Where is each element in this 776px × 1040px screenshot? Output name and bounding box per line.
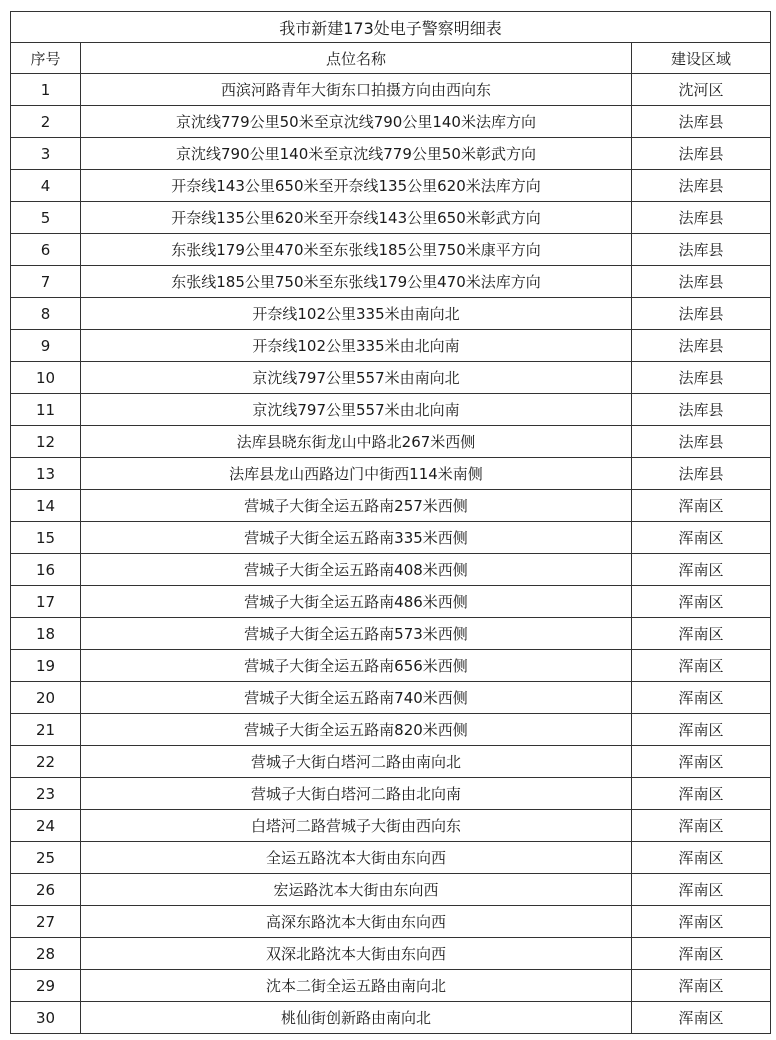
table-row — [11, 202, 771, 234]
row-district-cell: 浑南区 — [632, 714, 771, 746]
row-index-cell: 15 — [11, 522, 81, 554]
row-index-cell: 6 — [11, 234, 81, 266]
table-row — [11, 682, 771, 714]
row-location-cell: 营城子大街全运五路南408米西侧 — [81, 554, 632, 586]
row-index-cell: 17 — [11, 586, 81, 618]
row-index-cell: 11 — [11, 394, 81, 426]
row-district-cell: 沈河区 — [632, 74, 771, 106]
row-location-cell: 营城子大街全运五路南656米西侧 — [81, 650, 632, 682]
row-index-cell: 22 — [11, 746, 81, 778]
row-district-cell: 浑南区 — [632, 938, 771, 970]
table-row — [11, 362, 771, 394]
camera-table — [10, 11, 771, 1034]
row-location-cell: 桃仙街创新路由南向北 — [81, 1002, 632, 1034]
row-location-cell: 营城子大街全运五路南820米西侧 — [81, 714, 632, 746]
row-location-cell: 开奈线102公里335米由南向北 — [81, 298, 632, 330]
table-row — [11, 138, 771, 170]
table-row — [11, 586, 771, 618]
row-district-cell: 浑南区 — [632, 842, 771, 874]
table-row — [11, 298, 771, 330]
table-row — [11, 106, 771, 138]
row-location-cell: 营城子大街全运五路南740米西侧 — [81, 682, 632, 714]
row-district-cell: 法库县 — [632, 426, 771, 458]
table-row — [11, 714, 771, 746]
row-location-cell: 双深北路沈本大街由东向西 — [81, 938, 632, 970]
table-row — [11, 874, 771, 906]
row-district-cell: 法库县 — [632, 202, 771, 234]
row-index-cell: 9 — [11, 330, 81, 362]
row-district-cell: 浑南区 — [632, 522, 771, 554]
row-index-cell: 29 — [11, 970, 81, 1002]
row-index-cell: 16 — [11, 554, 81, 586]
row-index-cell: 19 — [11, 650, 81, 682]
row-district-cell: 浑南区 — [632, 490, 771, 522]
table-row — [11, 330, 771, 362]
row-index-cell: 20 — [11, 682, 81, 714]
row-location-cell: 营城子大街白塔河二路由南向北 — [81, 746, 632, 778]
row-index-cell: 21 — [11, 714, 81, 746]
row-location-cell: 营城子大街全运五路南257米西侧 — [81, 490, 632, 522]
table-row — [11, 394, 771, 426]
row-district-cell: 浑南区 — [632, 554, 771, 586]
table-row — [11, 938, 771, 970]
row-location-cell: 法库县晓东街龙山中路北267米西侧 — [81, 426, 632, 458]
table-row — [11, 490, 771, 522]
table-row — [11, 522, 771, 554]
row-location-cell: 开奈线143公里650米至开奈线135公里620米法库方向 — [81, 170, 632, 202]
row-district-cell: 法库县 — [632, 234, 771, 266]
row-index-cell: 10 — [11, 362, 81, 394]
row-district-cell: 法库县 — [632, 106, 771, 138]
row-district-cell: 法库县 — [632, 362, 771, 394]
table-row — [11, 618, 771, 650]
table-row — [11, 778, 771, 810]
table-row — [11, 426, 771, 458]
table-row — [11, 74, 771, 106]
row-index-cell: 7 — [11, 266, 81, 298]
table-row — [11, 650, 771, 682]
row-index-cell: 14 — [11, 490, 81, 522]
row-index-cell: 1 — [11, 74, 81, 106]
row-location-cell: 京沈线797公里557米由北向南 — [81, 394, 632, 426]
row-district-cell: 浑南区 — [632, 682, 771, 714]
row-location-cell: 高深东路沈本大街由东向西 — [81, 906, 632, 938]
camera-list-sheet — [10, 11, 770, 1034]
row-location-cell: 京沈线797公里557米由南向北 — [81, 362, 632, 394]
row-district-cell: 浑南区 — [632, 746, 771, 778]
row-district-cell: 法库县 — [632, 298, 771, 330]
row-district-cell: 法库县 — [632, 330, 771, 362]
row-district-cell: 浑南区 — [632, 586, 771, 618]
row-district-cell: 浑南区 — [632, 874, 771, 906]
table-row — [11, 906, 771, 938]
row-index-cell: 8 — [11, 298, 81, 330]
row-location-cell: 营城子大街全运五路南573米西侧 — [81, 618, 632, 650]
table-row — [11, 842, 771, 874]
row-location-cell: 开奈线102公里335米由北向南 — [81, 330, 632, 362]
table-row — [11, 810, 771, 842]
row-district-cell: 法库县 — [632, 170, 771, 202]
row-index-cell: 18 — [11, 618, 81, 650]
row-location-cell: 京沈线779公里50米至京沈线790公里140米法库方向 — [81, 106, 632, 138]
title-row — [11, 12, 771, 43]
row-district-cell: 浑南区 — [632, 1002, 771, 1034]
table-row — [11, 170, 771, 202]
row-location-cell: 沈本二街全运五路由南向北 — [81, 970, 632, 1002]
row-location-cell: 全运五路沈本大街由东向西 — [81, 842, 632, 874]
table-title: 我市新建173处电子警察明细表 — [11, 12, 771, 43]
row-index-cell: 5 — [11, 202, 81, 234]
row-location-cell: 法库县龙山西路边门中街西114米南侧 — [81, 458, 632, 490]
row-index-cell: 28 — [11, 938, 81, 970]
row-index-cell: 3 — [11, 138, 81, 170]
header-index: 序号 — [11, 43, 81, 74]
row-district-cell: 浑南区 — [632, 618, 771, 650]
table-row — [11, 458, 771, 490]
table-row — [11, 266, 771, 298]
row-index-cell: 13 — [11, 458, 81, 490]
header-district: 建设区域 — [632, 43, 771, 74]
header-location: 点位名称 — [81, 43, 632, 74]
row-index-cell: 25 — [11, 842, 81, 874]
row-location-cell: 白塔河二路营城子大街由西向东 — [81, 810, 632, 842]
row-district-cell: 浑南区 — [632, 970, 771, 1002]
row-index-cell: 23 — [11, 778, 81, 810]
table-row — [11, 1002, 771, 1034]
row-location-cell: 东张线185公里750米至东张线179公里470米法库方向 — [81, 266, 632, 298]
table-row — [11, 746, 771, 778]
row-location-cell: 西滨河路青年大街东口拍摄方向由西向东 — [81, 74, 632, 106]
row-district-cell: 法库县 — [632, 458, 771, 490]
row-location-cell: 开奈线135公里620米至开奈线143公里650米彰武方向 — [81, 202, 632, 234]
row-index-cell: 2 — [11, 106, 81, 138]
row-index-cell: 24 — [11, 810, 81, 842]
row-district-cell: 浑南区 — [632, 906, 771, 938]
row-location-cell: 宏运路沈本大街由东向西 — [81, 874, 632, 906]
row-index-cell: 27 — [11, 906, 81, 938]
table-row — [11, 234, 771, 266]
row-district-cell: 浑南区 — [632, 650, 771, 682]
table-row — [11, 554, 771, 586]
row-location-cell: 京沈线790公里140米至京沈线779公里50米彰武方向 — [81, 138, 632, 170]
table-row — [11, 970, 771, 1002]
row-index-cell: 12 — [11, 426, 81, 458]
row-location-cell: 营城子大街白塔河二路由北向南 — [81, 778, 632, 810]
header-row — [11, 43, 771, 74]
row-index-cell: 30 — [11, 1002, 81, 1034]
row-location-cell: 营城子大街全运五路南486米西侧 — [81, 586, 632, 618]
row-location-cell: 东张线179公里470米至东张线185公里750米康平方向 — [81, 234, 632, 266]
row-district-cell: 法库县 — [632, 138, 771, 170]
row-index-cell: 4 — [11, 170, 81, 202]
row-district-cell: 法库县 — [632, 266, 771, 298]
row-location-cell: 营城子大街全运五路南335米西侧 — [81, 522, 632, 554]
row-district-cell: 法库县 — [632, 394, 771, 426]
row-district-cell: 浑南区 — [632, 810, 771, 842]
row-district-cell: 浑南区 — [632, 778, 771, 810]
row-index-cell: 26 — [11, 874, 81, 906]
